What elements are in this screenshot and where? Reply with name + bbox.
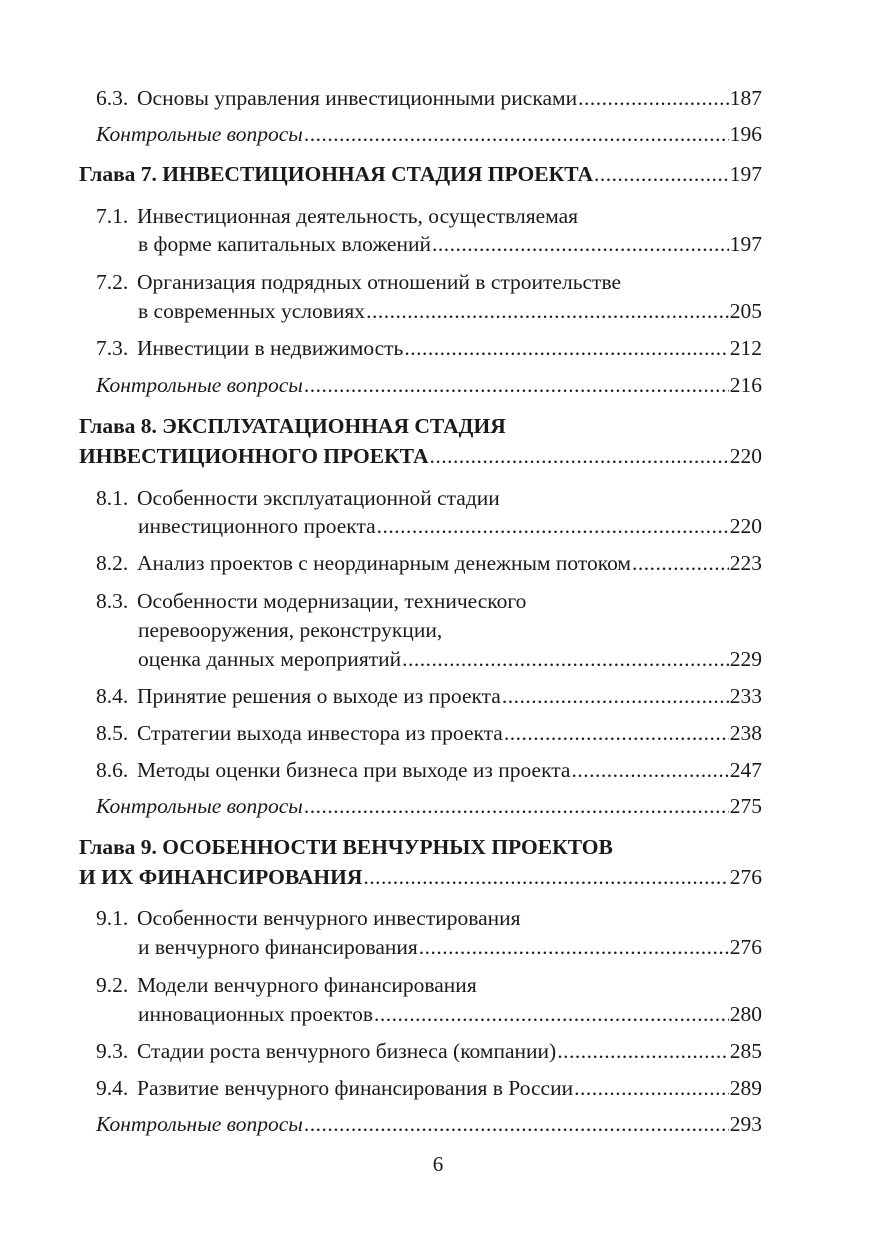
section-title: Модели венчурного финансирования xyxy=(137,973,477,997)
page-ref: 285 xyxy=(729,1039,762,1063)
toc-chapter-9 xyxy=(79,833,762,861)
toc-entry-9-4 xyxy=(96,1074,762,1102)
chapter-title-cont: И ИХ ФИНАНСИРОВАНИЯ xyxy=(79,865,363,889)
dot-leader xyxy=(502,682,729,710)
section-title-cont: в форме капитальных вложений xyxy=(138,232,431,256)
section-title: Инвестиционная деятельность, осуществляемая xyxy=(137,204,579,228)
dot-leader xyxy=(402,645,729,673)
page-ref: 275 xyxy=(729,794,762,818)
toc-entry-8-1-cont xyxy=(138,512,762,540)
page-ref: 293 xyxy=(729,1112,762,1136)
section-number: 7.2. xyxy=(96,270,129,294)
section-number: 9.1. xyxy=(96,906,129,930)
toc-entry-8-6 xyxy=(96,756,762,784)
section-title: Контрольные вопросы xyxy=(96,122,303,146)
section-title: Методы оценки бизнеса при выходе из проекта xyxy=(137,758,571,782)
dot-leader xyxy=(363,863,728,891)
toc-entry-9-2-cont xyxy=(138,1000,762,1028)
section-title: Особенности модернизации, технического xyxy=(137,589,527,613)
toc-entry-8-5 xyxy=(96,719,762,747)
dot-leader xyxy=(429,442,728,470)
page-ref: 205 xyxy=(729,299,762,323)
section-title: Особенности эксплуатационной стадии xyxy=(137,486,500,510)
dot-leader xyxy=(632,549,729,577)
section-title-cont: инвестиционного проекта xyxy=(138,514,376,538)
toc-entry-9-1-cont xyxy=(138,933,762,961)
section-number: 8.2. xyxy=(96,551,129,575)
toc-entry-7-2 xyxy=(96,268,762,296)
toc-entry-7-2-cont xyxy=(138,297,762,325)
toc-chapter-8-cont xyxy=(79,442,762,470)
toc-entry-8-1 xyxy=(96,484,762,512)
dot-leader xyxy=(419,933,729,961)
section-number: 8.4. xyxy=(96,684,129,708)
toc-entry-9-1 xyxy=(96,904,762,932)
section-title-cont: в современных условиях xyxy=(138,299,366,323)
section-title: Контрольные вопросы xyxy=(96,794,303,818)
dot-leader xyxy=(304,371,729,399)
section-title: Основы управления инвестиционными рисками xyxy=(137,86,578,110)
page-ref: 238 xyxy=(729,721,762,745)
section-number: 9.4. xyxy=(96,1076,129,1100)
page-ref: 247 xyxy=(729,758,762,782)
page-ref: 196 xyxy=(729,122,762,146)
dot-leader xyxy=(504,719,729,747)
chapter-title: Глава 7. ИНВЕСТИЦИОННАЯ СТАДИЯ ПРОЕКТА xyxy=(79,162,593,186)
toc-entry-8-4 xyxy=(96,682,762,710)
section-title: Принятие решения о выходе из проекта xyxy=(137,684,501,708)
section-title-cont: инновационных проектов xyxy=(138,1002,374,1026)
section-title: Контрольные вопросы xyxy=(96,373,303,397)
section-number: 9.3. xyxy=(96,1039,129,1063)
section-title: Анализ проектов с неординарным денежным потоком xyxy=(137,551,632,575)
page-ref: 289 xyxy=(729,1076,762,1100)
page-ref: 233 xyxy=(729,684,762,708)
page-ref: 220 xyxy=(729,514,762,538)
section-number: 8.5. xyxy=(96,721,129,745)
dot-leader xyxy=(304,1110,729,1138)
section-number: 7.1. xyxy=(96,204,129,228)
page-ref: 220 xyxy=(729,444,762,468)
section-number: 8.3. xyxy=(96,589,129,613)
toc-entry-8-3-cont2 xyxy=(138,645,762,673)
page-ref: 223 xyxy=(729,551,762,575)
page-ref: 187 xyxy=(729,86,762,110)
section-number: 8.6. xyxy=(96,758,129,782)
toc-entry-7-1 xyxy=(96,202,762,230)
page-number: 6 xyxy=(432,1152,444,1176)
section-number: 6.3. xyxy=(96,86,129,110)
page-ref: 212 xyxy=(729,336,762,360)
page-ref: 280 xyxy=(729,1002,762,1026)
page-ref: 197 xyxy=(729,162,762,186)
toc-entry-7-3 xyxy=(96,334,762,362)
section-number: 8.1. xyxy=(96,486,129,510)
dot-leader xyxy=(304,792,729,820)
toc-entry-8-2 xyxy=(96,549,762,577)
section-title-cont: перевооружения, реконструкции, xyxy=(138,618,443,642)
toc-entry-9-2 xyxy=(96,971,762,999)
dot-leader xyxy=(366,297,729,325)
section-title-cont: оценка данных мероприятий xyxy=(138,647,402,671)
dot-leader xyxy=(574,1074,729,1102)
section-title-cont: и венчурного финансирования xyxy=(138,935,418,959)
toc-chapter-9-cont xyxy=(79,863,762,891)
dot-leader xyxy=(594,160,729,188)
section-title: Стратегии выхода инвестора из проекта xyxy=(137,721,503,745)
section-title: Стадии роста венчурного бизнеса (компании) xyxy=(137,1039,557,1063)
section-title: Особенности венчурного инвестирования xyxy=(137,906,521,930)
dot-leader xyxy=(571,756,728,784)
section-title: Инвестиции в недвижимость xyxy=(137,336,404,360)
dot-leader xyxy=(377,512,729,540)
toc-chapter-7 xyxy=(79,160,762,188)
toc-entry-6-3 xyxy=(96,84,762,112)
section-number: 7.3. xyxy=(96,336,129,360)
toc-entry-7-1-cont xyxy=(138,230,762,258)
toc-entry-8-3-cont1 xyxy=(138,616,762,644)
section-title: Организация подрядных отношений в строительстве xyxy=(137,270,622,294)
toc-entry-questions-6 xyxy=(96,120,762,148)
page-ref: 229 xyxy=(729,647,762,671)
toc-entry-questions-8 xyxy=(96,792,762,820)
dot-leader xyxy=(374,1000,729,1028)
toc-entry-9-3 xyxy=(96,1037,762,1065)
toc-entry-8-3 xyxy=(96,587,762,615)
toc-entry-questions-9 xyxy=(96,1110,762,1138)
chapter-title: Глава 8. ЭКСПЛУАТАЦИОННАЯ СТАДИЯ xyxy=(79,414,506,438)
section-title: Развитие венчурного финансирования в России xyxy=(137,1076,574,1100)
chapter-title: Глава 9. ОСОБЕННОСТИ ВЕНЧУРНЫХ ПРОЕКТОВ xyxy=(79,835,613,859)
page-ref: 197 xyxy=(729,232,762,256)
dot-leader xyxy=(404,334,728,362)
chapter-title-cont: ИНВЕСТИЦИОННОГО ПРОЕКТА xyxy=(79,444,429,468)
dot-leader xyxy=(304,120,729,148)
toc-entry-questions-7 xyxy=(96,371,762,399)
page-ref: 216 xyxy=(729,373,762,397)
page-ref: 276 xyxy=(729,935,762,959)
dot-leader xyxy=(578,84,729,112)
section-title: Контрольные вопросы xyxy=(96,1112,303,1136)
toc-chapter-8 xyxy=(79,412,762,440)
page-ref: 276 xyxy=(729,865,762,889)
section-number: 9.2. xyxy=(96,973,129,997)
dot-leader xyxy=(432,230,729,258)
dot-leader xyxy=(557,1037,729,1065)
